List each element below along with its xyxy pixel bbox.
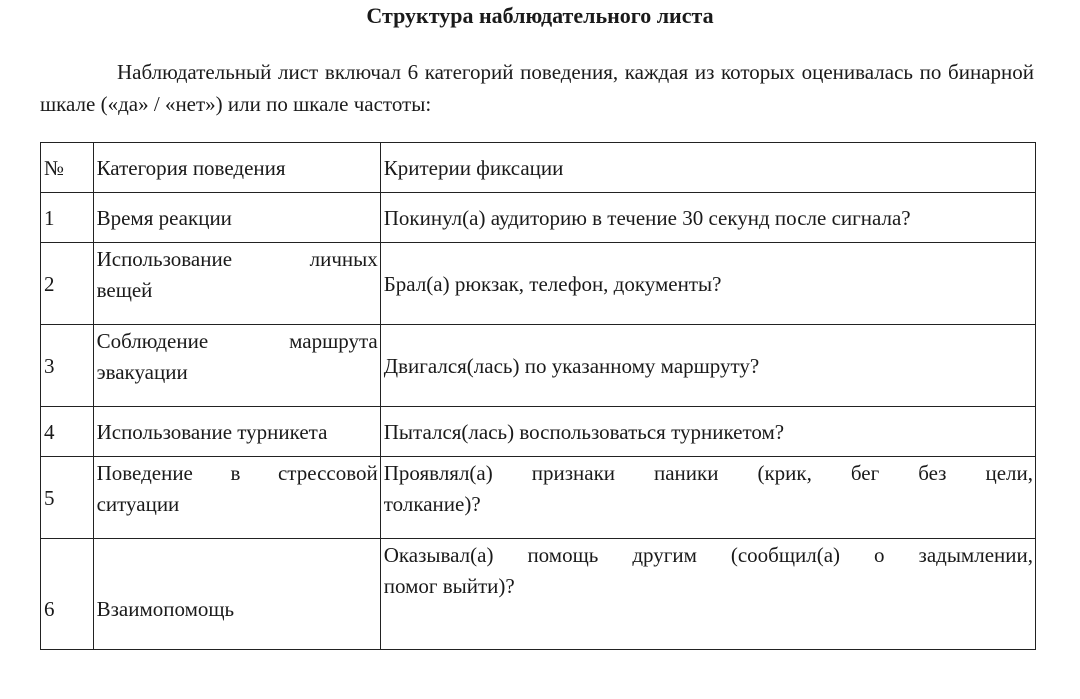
row-category bbox=[93, 457, 380, 539]
row-category-line: вещей bbox=[96, 278, 153, 302]
table-row bbox=[41, 193, 1036, 243]
row-number: 6 bbox=[41, 539, 94, 650]
row-category bbox=[93, 325, 380, 407]
row-category-line: эвакуации bbox=[96, 360, 188, 384]
row-criteria: Двигался(лась) по указанному маршруту? bbox=[380, 325, 1035, 407]
row-criteria: Пытался(лась) воспользоваться турникетом? bbox=[380, 407, 1035, 457]
row-number: 5 bbox=[41, 457, 94, 539]
row-criteria-line: помог выйти)? bbox=[383, 574, 515, 598]
row-category: Время реакции bbox=[93, 193, 380, 243]
page-title: Структура наблюдательного листа bbox=[366, 3, 714, 28]
header-category: Категория поведения bbox=[93, 143, 380, 193]
table-header-row bbox=[41, 143, 1036, 193]
row-category-line: Поведение в стрессовой bbox=[96, 461, 378, 485]
row-criteria-line: толкание)? bbox=[383, 492, 481, 516]
row-criteria: Покинул(а) аудиторию в течение 30 секунд после сигнала? bbox=[380, 193, 1035, 243]
row-criteria-line: Проявлял(а) признаки паники (крик, бег без цели, bbox=[383, 461, 1033, 485]
table-row bbox=[41, 243, 1036, 325]
row-category: Использование турникета bbox=[93, 407, 380, 457]
observation-table bbox=[40, 142, 1036, 650]
row-criteria bbox=[380, 539, 1035, 650]
row-category-line: Использование личных bbox=[96, 247, 378, 271]
row-category: Взаимопомощь bbox=[93, 539, 380, 650]
table-row bbox=[41, 325, 1036, 407]
row-criteria: Брал(а) рюкзак, телефон, документы? bbox=[380, 243, 1035, 325]
header-criteria: Критерии фиксации bbox=[380, 143, 1035, 193]
row-number: 4 bbox=[41, 407, 94, 457]
row-category-line: ситуации bbox=[96, 492, 180, 516]
row-number: 3 bbox=[41, 325, 94, 407]
row-criteria-line: Оказывал(а) помощь другим (сообщил(а) о задымлении, bbox=[383, 543, 1033, 567]
row-number: 2 bbox=[41, 243, 94, 325]
header-num: № bbox=[41, 143, 94, 193]
table-row bbox=[41, 407, 1036, 457]
row-category-line: Соблюдение маршрута bbox=[96, 329, 378, 353]
table-row bbox=[41, 457, 1036, 539]
table-row bbox=[41, 539, 1036, 650]
row-number: 1 bbox=[41, 193, 94, 243]
intro-paragraph: Наблюдательный лист включал 6 категорий поведения, каждая из которых оценивалась по бинарной шкале («да» / «нет») или по шкале частоты: bbox=[40, 60, 1034, 116]
row-criteria bbox=[380, 457, 1035, 539]
row-category bbox=[93, 243, 380, 325]
